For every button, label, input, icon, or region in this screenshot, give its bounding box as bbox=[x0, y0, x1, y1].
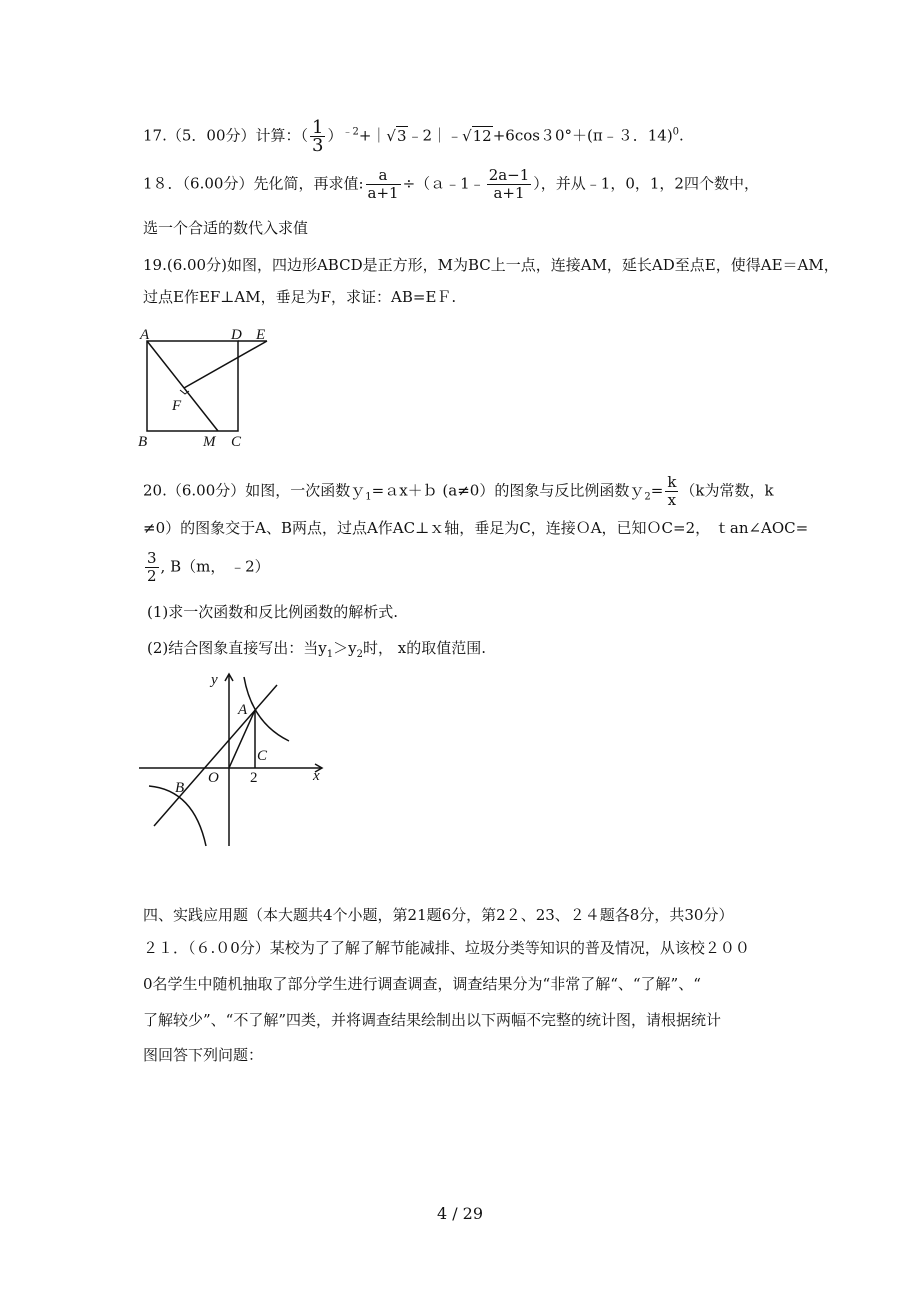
q20-sq2c: 时， x的取值范围. bbox=[362, 639, 486, 657]
label-d: D bbox=[231, 327, 242, 343]
label-two: 2 bbox=[250, 770, 258, 786]
q17-label: 17.（5．00分）计算：（ bbox=[143, 126, 308, 145]
label-f: F bbox=[172, 398, 182, 414]
q20-l1d: （k为常数，k bbox=[680, 481, 774, 500]
q17-exponent: ﹣2 bbox=[342, 126, 359, 138]
q20-frac-tan-num: 3 bbox=[147, 549, 157, 567]
hyperbola-branch-1 bbox=[244, 677, 289, 741]
q17-expression bbox=[143, 119, 684, 154]
q20-sub2: 2 bbox=[644, 491, 651, 503]
square-abcd bbox=[147, 341, 238, 431]
q18-mid: ÷（ａ﹣1﹣ bbox=[402, 174, 485, 193]
q17-zero-exp: 0 bbox=[672, 126, 680, 138]
q18-frac1-num: a bbox=[366, 167, 401, 185]
q19-square-figure bbox=[134, 322, 280, 450]
label-e: E bbox=[256, 327, 266, 343]
label-a: A bbox=[140, 327, 150, 343]
label-x: x bbox=[313, 768, 320, 784]
q18-frac2-den: a+1 bbox=[493, 184, 525, 202]
q19-line2: 过点E作EF⊥AM，垂足为F，求证：AB=EＦ. bbox=[143, 288, 457, 306]
q18-frac1-den: a+1 bbox=[367, 184, 399, 202]
q17-part3: ﹣2｜﹣ bbox=[407, 126, 463, 145]
q18-tail: ），并从﹣1，0，1，2四个数中， bbox=[533, 174, 759, 193]
q17-sqrt3-rad: 3 bbox=[396, 126, 407, 145]
q20-l1c: = bbox=[650, 481, 664, 500]
label-c: C bbox=[257, 748, 268, 764]
segment-ef bbox=[184, 341, 267, 388]
q20-sub1: 1 bbox=[365, 491, 372, 503]
q20-sq2b: ＞y bbox=[333, 639, 357, 657]
q21-line3: 了解较少”、“不了解”四类，并将调查结果绘制出以下两幅不完整的统计图，请根据统计 bbox=[143, 1011, 722, 1029]
q20-sq2-sub2: 2 bbox=[356, 649, 363, 660]
q21-line1: ２１．（６.０0分）某校为了了解了解节能减排、垃圾分类等知识的普及情况，从该校２００ bbox=[143, 939, 750, 957]
q20-l1a: 20.（6.00分）如图，一次函数ｙ bbox=[143, 481, 366, 500]
q20-line1 bbox=[143, 474, 774, 509]
q17-fraction bbox=[310, 119, 325, 154]
q18-frac2 bbox=[487, 167, 532, 202]
q20-frac-k-den: x bbox=[667, 491, 677, 509]
section4-heading: 四、实践应用题（本大题共4个小题，第21题6分，第2２、23、２４题各8分，共30分） bbox=[143, 906, 734, 924]
segment-oa bbox=[229, 710, 255, 768]
label-a: A bbox=[238, 702, 248, 718]
q17-paren: ） bbox=[327, 126, 343, 145]
q20-line3 bbox=[143, 550, 270, 585]
q20-sub1-line: (1)求一次函数和反比例函数的解析式. bbox=[147, 603, 399, 621]
q20-l3: , B（m， ﹣2） bbox=[160, 557, 270, 576]
q18-frac1 bbox=[366, 167, 401, 202]
q17-part4: +6cos３0°＋(π﹣３．14) bbox=[492, 126, 673, 145]
q20-sub2-line bbox=[147, 638, 486, 665]
q21-line4: 图回答下列问题： bbox=[143, 1046, 264, 1064]
q18-label: 1８．（6.00分）先化简，再求值: bbox=[143, 174, 364, 193]
q20-sq2-sub1: 1 bbox=[326, 649, 334, 660]
q20-sq2a: (2)结合图象直接写出：当y bbox=[147, 639, 327, 657]
label-o: O bbox=[208, 770, 219, 786]
label-y: y bbox=[211, 672, 218, 688]
q20-frac-tan bbox=[145, 550, 159, 585]
q20-frac-k bbox=[665, 474, 678, 509]
q17-part2: +｜ bbox=[358, 126, 387, 145]
q20-frac-k-num: k bbox=[667, 473, 677, 491]
q20-frac-tan-den: 2 bbox=[147, 567, 157, 585]
q19-line1: 19.(6.00分)如图，四边形ABCD是正方形，M为BC上一点，连接AM，延长AD至点E，使得AE＝AM， bbox=[143, 256, 839, 274]
q20-l1b: =ａx＋ｂ (a≠0）的图象与反比例函数ｙ bbox=[371, 481, 645, 500]
segment-am bbox=[147, 341, 218, 431]
q18-line2: 选一个合适的数代入求值 bbox=[143, 219, 309, 237]
q18-frac2-num: 2a−1 bbox=[488, 166, 530, 184]
q17-sqrt12-rad: 12 bbox=[472, 126, 492, 145]
q17-frac-den: 3 bbox=[312, 135, 324, 156]
q17-sqrt3: √3 bbox=[386, 126, 407, 145]
q18-expression bbox=[143, 167, 759, 202]
page-number: 4 / 29 bbox=[436, 1204, 484, 1223]
label-b: B bbox=[175, 780, 185, 796]
q17-sqrt12: √12 bbox=[462, 126, 492, 145]
label-b: B bbox=[138, 434, 148, 450]
label-m: M bbox=[203, 434, 216, 450]
label-c: C bbox=[231, 434, 242, 450]
q21-line2: 0名学生中随机抽取了部分学生进行调查调查，调查结果分为“非常了解“、“了解”、“ bbox=[143, 975, 701, 993]
q17-end: . bbox=[679, 126, 684, 145]
q17-frac-num: 1 bbox=[312, 117, 324, 138]
q20-line2: ≠0）的图象交于A、B两点，过点A作AC⊥ｘ轴，垂足为C，连接ＯA，已知ＯC=2， ｔan∠AOC= bbox=[143, 519, 809, 537]
q20-graph-figure bbox=[134, 668, 334, 850]
